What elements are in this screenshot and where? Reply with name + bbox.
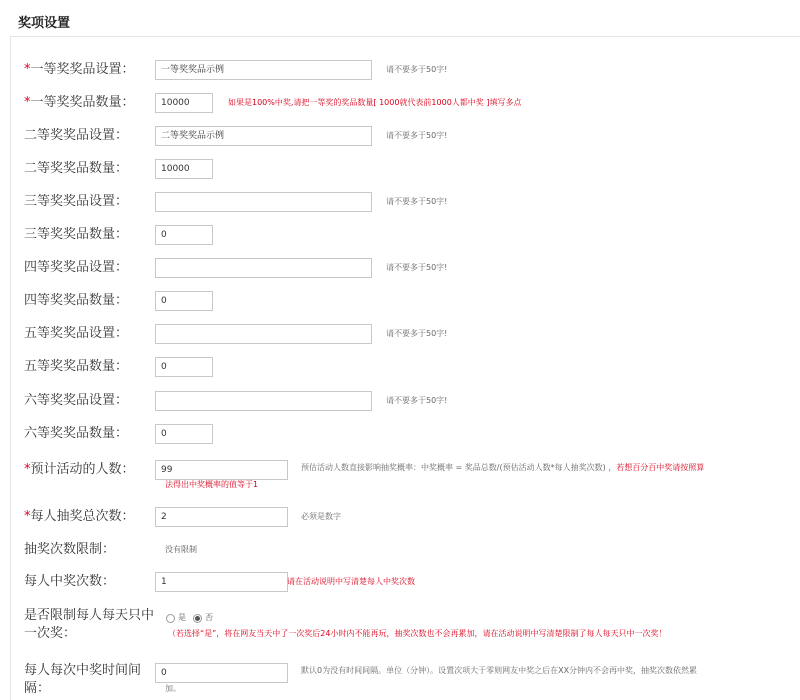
field-label-line1: 是否限制每人每天只中 bbox=[24, 608, 155, 623]
prize3-name-input[interactable] bbox=[155, 192, 372, 212]
field-hint: 请不要多于50字! bbox=[386, 197, 448, 206]
field-hint: 请不要多于50字! bbox=[386, 263, 448, 272]
field-hint: 请不要多于50字! bbox=[386, 131, 448, 140]
total-draws-input[interactable]: 2 bbox=[155, 507, 288, 527]
field-label: 抽奖次数限制： bbox=[24, 542, 116, 557]
field-hint: 请不要多于50字! bbox=[386, 329, 448, 338]
wins-input[interactable]: 1 bbox=[155, 572, 288, 592]
interval-input[interactable]: 0 bbox=[155, 663, 288, 683]
field-hint: 请不要多于50字! bbox=[386, 396, 448, 405]
required-marker: * bbox=[24, 95, 31, 110]
field-hint-line2: 法得出中奖概率的值等于1 bbox=[165, 480, 259, 489]
field-label-line2: 一次奖： bbox=[24, 626, 77, 641]
participants-input[interactable]: 99 bbox=[155, 460, 288, 480]
field-hint: （若选择“是”，将在网友当天中了一次奖后24小时内不能再玩，抽奖次数也不会再累加，请在活动说明中写清楚限制了每人每天只中一次奖！ bbox=[168, 629, 667, 638]
field-label: 五等奖奖品数量： bbox=[24, 359, 129, 374]
field-label: 二等奖奖品数量： bbox=[24, 161, 129, 176]
draw-limit-value: 没有限制 bbox=[165, 545, 197, 554]
prize3-qty-input[interactable]: 0 bbox=[155, 225, 213, 245]
daily-limit-radio-group bbox=[166, 611, 226, 625]
hint-text-red: 若想百分百中奖请按照算 bbox=[616, 463, 705, 472]
field-label: 六等奖奖品设置： bbox=[24, 393, 129, 408]
field-label bbox=[24, 93, 135, 113]
field-label: 六等奖奖品数量： bbox=[24, 426, 129, 441]
field-hint: 请在活动说明中写清楚每人中奖次数 bbox=[287, 577, 415, 586]
label-text: 一等奖奖品设置： bbox=[30, 62, 135, 77]
field-label: 每人中奖次数： bbox=[24, 574, 116, 589]
prize6-name-input[interactable] bbox=[155, 391, 372, 411]
field-label bbox=[24, 460, 135, 480]
label-text: 一等奖奖品数量： bbox=[30, 95, 135, 110]
field-label: 三等奖奖品设置： bbox=[24, 194, 129, 209]
prize2-qty-input[interactable]: 10000 bbox=[155, 159, 213, 179]
field-hint: 如果是100%中奖,请把一等奖的奖品数量[ 1000就代表前1000人都中奖 ]填写多点 bbox=[228, 98, 522, 107]
field-hint: 请不要多于50字! bbox=[386, 65, 448, 74]
prize1-name-input[interactable]: 一等奖奖品示例 bbox=[155, 60, 372, 80]
field-label bbox=[24, 507, 135, 527]
prize6-qty-input[interactable]: 0 bbox=[155, 424, 213, 444]
hint-text: 预估活动人数直接影响抽奖概率：中奖概率 = 奖品总数/(预估活动人数*每人抽奖次数) ， bbox=[301, 463, 617, 472]
field-hint-line2: 加。 bbox=[165, 684, 181, 693]
prize2-name-input[interactable]: 二等奖奖品示例 bbox=[155, 126, 372, 146]
field-label: 四等奖奖品设置： bbox=[24, 260, 129, 275]
radio-yes[interactable] bbox=[166, 614, 175, 623]
field-label-line2: 隔： bbox=[24, 681, 51, 696]
field-hint: 默认0为没有时间间隔。单位（分钟）。设置次项大于零则网友中奖之后在XX分钟内不会再中奖，抽奖次数依然累 bbox=[301, 666, 698, 675]
prize5-qty-input[interactable]: 0 bbox=[155, 357, 213, 377]
prize4-name-input[interactable] bbox=[155, 258, 372, 278]
field-hint bbox=[301, 462, 704, 474]
required-marker: * bbox=[24, 462, 31, 477]
field-label: 五等奖奖品设置： bbox=[24, 326, 129, 341]
label-text: 每人抽奖总次数： bbox=[30, 509, 135, 524]
field-hint: 必须是数字 bbox=[301, 512, 341, 521]
field-label-line1: 每人每次中奖时间间 bbox=[24, 663, 142, 678]
field-label: 四等奖奖品数量： bbox=[24, 293, 129, 308]
prize4-qty-input[interactable]: 0 bbox=[155, 291, 213, 311]
radio-no-label: 否 bbox=[205, 613, 213, 622]
field-label: 三等奖奖品数量： bbox=[24, 227, 129, 242]
label-text: 预计活动的人数： bbox=[30, 462, 135, 477]
field-label bbox=[24, 60, 135, 80]
section-title: 奖项设置 bbox=[18, 16, 71, 31]
prize1-qty-input[interactable]: 10000 bbox=[155, 93, 213, 113]
radio-yes-label: 是 bbox=[178, 613, 186, 622]
required-marker: * bbox=[24, 509, 31, 524]
prize5-name-input[interactable] bbox=[155, 324, 372, 344]
required-marker: * bbox=[24, 62, 31, 77]
radio-no[interactable] bbox=[193, 614, 202, 623]
field-label: 二等奖奖品设置： bbox=[24, 128, 129, 143]
